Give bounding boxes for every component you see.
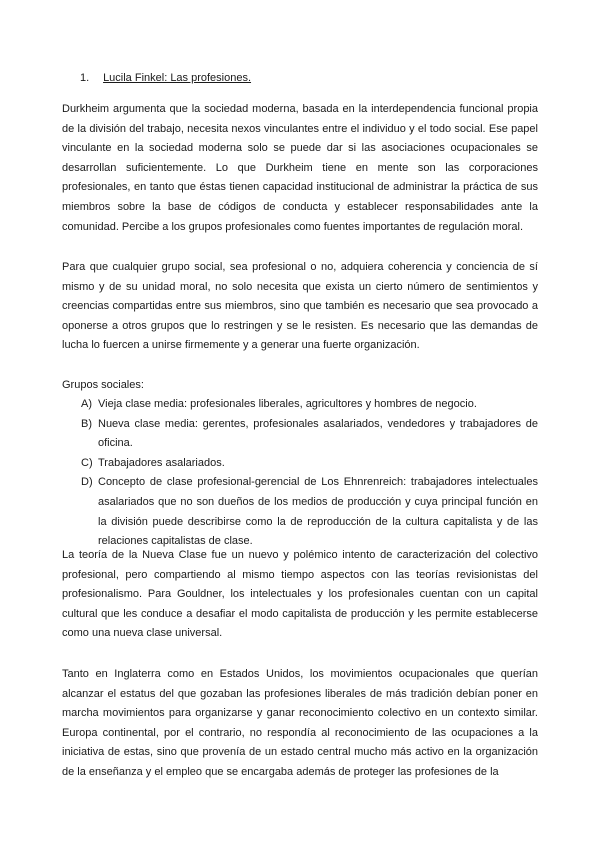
paragraph-durkheim: Durkheim argumenta que la sociedad moderna, basada en la interdependencia funcional propia de la división del trabajo, necesita nexos vinculantes entre el individuo y el todo social. Ese papel vinculante en la sociedad moderna solo se puede dar si las asociaciones ocupacionales se desarrollan suficientemente. Lo que Durkheim tiene en mente son las corporaciones profesionales, en tanto que éstas tienen capacidad institucional de administrar la práctica de sus miembros sobre la base de códigos de conducta y establecer responsabilidades ante la comunidad. Percibe a los grupos profesionales como fuentes importantes de regulación moral. [62,103,538,233]
heading-title: Lucila Finkel: Las profesiones. [103,72,252,84]
list-item-text: Nueva clase media: gerentes, profesionales asalariados, vendedores y trabajadores de oficina. [98,417,538,450]
paragraph-inglaterra: Tanto en Inglaterra como en Estados Unidos, los movimientos ocupacionales que querían alcanzar el estatus del que gozaban las profesiones liberales de más tradición debían poner en marcha movimientos para organizarse y ganar reconocimiento colectivo en un contexto similar. Europa continental, por el contrario, no respondía al reconocimiento de las ocupaciones a la iniciativa de estas, sino que provenía de un estado central mucho más activo en la organización de la enseñanza y el empleo que se encargaba además de proteger las profesiones de la [62,668,538,778]
list-item [62,473,538,551]
list-marker: A) [81,398,92,410]
list-item [62,454,538,474]
section-heading [80,71,251,85]
list-item-text: Vieja clase media: profesionales liberales, agricultores y hombres de negocio. [98,398,477,410]
list-item [62,415,538,454]
list-item [62,395,538,415]
paragraph-grupo-social: Para que cualquier grupo social, sea profesional o no, adquiera coherencia y conciencia de sí mismo y de su unidad moral, no solo necesita que exista un cierto número de sentimientos y creencias compartidas entre sus miembros, sino que también es necesario que sea provocado a oponerse a otros grupos que lo restringen y se le resisten. Es necesario que las demandas de lucha lo fuercen a unirse firmemente y a generar una fuerte organización. [62,261,538,352]
list-marker: D) [81,476,93,489]
list-item-text: Concepto de clase profesional-gerencial de Los Ehnrenreich: trabajadores intelectuales asalariados que no son dueños de los medios de producción y cuya principal función en la división puede describirse como la de reproducción de la cultura capitalista y de las relaciones capitalistas de clase. [98,476,538,548]
groups-list [62,395,538,552]
groups-label: Grupos sociales: [62,379,144,391]
paragraph-nueva-clase: La teoría de la Nueva Clase fue un nuevo y polémico intento de caracterización del colectivo profesional, pero compartiendo al mismo tiempo aspectos con las teorías revisionistas del profesionalismo. Para Gouldner, los intelectuales y los profesionales cuentan con un capital cultural que les conduce a desafiar el modo capitalista de producción y les permite establecerse como una nueva clase universal. [62,549,538,640]
list-item-text: Trabajadores asalariados. [98,456,225,469]
list-marker: C) [81,456,93,469]
list-marker: B) [81,417,92,430]
heading-number: 1. [80,72,90,84]
